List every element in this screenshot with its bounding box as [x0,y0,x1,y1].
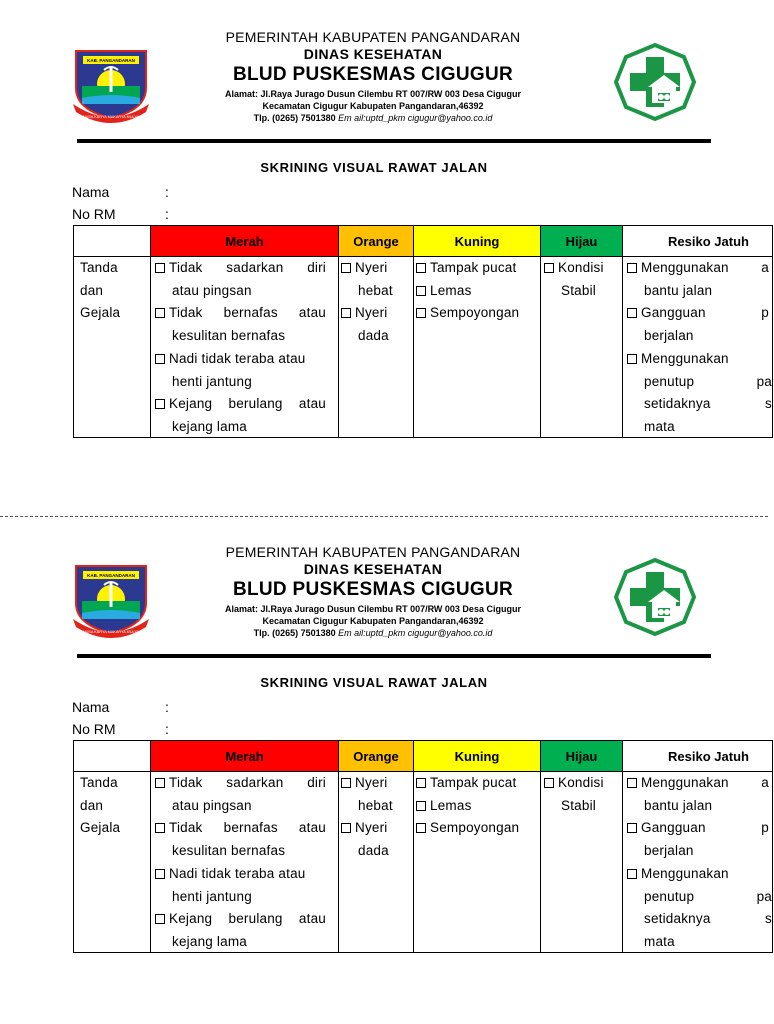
puskesmas-logo [614,43,696,121]
resiko-item-3-cont: penutup pa [644,888,772,904]
merah-item-4-cont: kejang lama [172,418,247,434]
merah-item-3-cont: henti jantung [172,888,252,904]
nama-label: Nama [72,184,110,200]
merah-item-3: Nadi tidak teraba atau [155,863,332,886]
address-block [150,88,596,124]
column-divider [540,741,541,952]
government-name: PEMERINTAH KABUPATEN PANGANDARAN [225,544,521,560]
email-text: Em ail:uptd_pkm cigugur@yahoo.co.id [338,113,493,123]
pangandaran-seal-logo [70,48,152,124]
checkbox[interactable] [416,823,426,833]
resiko-item-3-cont: setidaknya s [644,911,772,927]
address-line-1: Alamat: Jl.Raya Jurago Dusun Cilembu RT 007/RW 003 Desa Cigugur [225,604,521,614]
email-text: Em ail:uptd_pkm cigugur@yahoo.co.id [338,628,493,638]
nama-field [72,184,169,200]
seal-motto-text: NUSA KARYA MAKARYA MULYA [82,630,140,634]
merah-item-3: Nadi tidak teraba atau [155,348,332,371]
checkbox[interactable] [416,308,426,318]
address-block [150,603,596,639]
resiko-item-1-cont: bantu jalan [644,797,713,813]
checkbox[interactable] [627,823,637,833]
checkbox[interactable] [155,869,165,879]
checkbox[interactable] [155,399,165,409]
checkbox[interactable] [627,308,637,318]
clinic-name: BLUD PUSKESMAS CIGUGUR [232,64,513,85]
resiko-item-3-cont: mata [644,933,675,949]
hijau-item-1: Kondisi [544,772,620,795]
column-divider [413,226,414,437]
checkbox[interactable] [341,308,351,318]
column-divider [540,226,541,437]
header-resiko-jatuh: Resiko Jatuh [668,748,749,764]
seal-top-text: KAB. PANGANDARAN [87,573,135,578]
checkbox[interactable] [416,801,426,811]
merah-item-2: Tidak bernafas atau [155,817,332,840]
orange-item-2: Nyeri [341,302,411,325]
row-label-line: Tanda [80,260,118,275]
checkbox[interactable] [155,263,165,273]
merah-item-4-cont: kejang lama [172,933,247,949]
nama-field [72,699,169,715]
row-label-line: dan [80,797,104,813]
merah-item-3-cont: henti jantung [172,373,252,389]
triage-table [73,225,773,438]
merah-column [155,772,332,954]
orange-item-1: Nyeri [341,257,411,280]
merah-item-4: Kejang berulang atau [155,908,332,931]
checkbox[interactable] [627,869,637,879]
header-orange: Orange [339,741,413,771]
resiko-item-1: Menggunakan a [627,257,772,280]
merah-column [155,257,332,439]
kuning-item-1: Tampak pucat [416,772,538,795]
seal-motto-text: NUSA KARYA MAKARYA MULYA [82,115,140,119]
checkbox[interactable] [341,778,351,788]
triage-table [73,740,773,953]
row-label-tanda-dan-gejala [80,772,146,840]
merah-item-1: Tidak sadarkan diri [155,257,332,280]
no-rm-colon: : [165,206,169,222]
header-kuning: Kuning [414,226,540,256]
merah-item-2-cont: kesulitan bernafas [172,843,286,859]
phone-text: Tlp. (0265) 7501380 [253,628,336,638]
merah-item-4: Kejang berulang atau [155,393,332,416]
checkbox[interactable] [627,778,637,788]
header-divider [77,654,711,658]
resiko-item-2-cont: berjalan [644,328,694,344]
orange-item-1-cont: hebat [358,797,393,813]
hijau-item-1: Kondisi [544,257,620,280]
merah-item-2: Tidak bernafas atau [155,302,332,325]
hijau-column [544,257,620,302]
column-divider [413,741,414,952]
no-rm-colon: : [165,721,169,737]
orange-item-1-cont: hebat [358,282,393,298]
orange-item-1: Nyeri [341,772,411,795]
row-label-line: dan [80,282,104,298]
orange-column [341,257,411,348]
checkbox[interactable] [416,778,426,788]
contact-line [150,627,596,639]
column-divider [338,226,339,437]
puskesmas-logo [614,558,696,636]
kuning-column [416,257,538,325]
header-kuning: Kuning [414,741,540,771]
no-rm-field [72,206,169,222]
orange-item-2-cont: dada [358,328,389,344]
checkbox[interactable] [627,263,637,273]
no-rm-label: No RM [72,206,116,222]
resiko-item-3-cont: penutup pa [644,373,772,389]
kuning-item-2: Lemas [416,795,538,818]
row-label-line: Gejala [80,305,121,321]
no-rm-field [72,721,169,737]
checkbox[interactable] [155,354,165,364]
address-line-1: Alamat: Jl.Raya Jurago Dusun Cilembu RT 007/RW 003 Desa Cigugur [225,89,521,99]
resiko-item-3-cont: mata [644,418,675,434]
resiko-item-2-cont: berjalan [644,843,694,859]
contact-line [150,112,596,124]
nama-colon: : [165,699,169,715]
government-name: PEMERINTAH KABUPATEN PANGANDARAN [225,29,521,45]
phone-text: Tlp. (0265) 7501380 [253,113,336,123]
column-divider [338,741,339,952]
orange-item-2: Nyeri [341,817,411,840]
nama-colon: : [165,184,169,200]
checkbox[interactable] [544,778,554,788]
merah-item-1-cont: atau pingsan [172,797,252,813]
kuning-item-2: Lemas [416,280,538,303]
kuning-item-3: Sempoyongan [416,817,538,840]
column-divider [150,741,151,952]
hijau-item-1-cont: Stabil [561,797,596,813]
merah-item-1: Tidak sadarkan diri [155,772,332,795]
resiko-jatuh-column [627,257,772,439]
hijau-item-1-cont: Stabil [561,282,596,298]
row-label-line: Tanda [80,775,118,790]
resiko-item-3-cont: setidaknya s [644,396,772,412]
row-label-tanda-dan-gejala [80,257,146,325]
column-divider [622,741,623,952]
header-merah: Merah [151,741,338,771]
resiko-item-1-cont: bantu jalan [644,282,713,298]
resiko-item-2: Gangguan p [627,817,772,840]
header-resiko-jatuh: Resiko Jatuh [668,233,749,249]
header-hijau: Hijau [541,741,622,771]
merah-item-1-cont: atau pingsan [172,282,252,298]
row-label-line: Gejala [80,820,121,836]
address-line-2: Kecamatan Cigugur Kabupaten Pangandaran,46392 [262,101,484,111]
checkbox[interactable] [341,263,351,273]
checkbox[interactable] [416,263,426,273]
kuning-column [416,772,538,840]
resiko-item-3: Menggunakan [627,348,772,371]
header-divider [77,139,711,143]
checkbox[interactable] [155,308,165,318]
department-name: DINAS KESEHATAN [303,561,443,577]
pangandaran-seal-logo [70,563,152,639]
resiko-item-3: Menggunakan [627,863,772,886]
checkbox[interactable] [341,823,351,833]
checkbox[interactable] [416,286,426,296]
header-orange: Orange [339,226,413,256]
merah-item-2-cont: kesulitan bernafas [172,328,286,344]
resiko-item-2: Gangguan p [627,302,772,325]
kuning-item-3: Sempoyongan [416,302,538,325]
checkbox[interactable] [544,263,554,273]
screening-form-1 [0,0,772,460]
no-rm-label: No RM [72,721,116,737]
header-merah: Merah [151,226,338,256]
column-divider [622,226,623,437]
orange-item-2-cont: dada [358,843,389,859]
checkbox[interactable] [155,823,165,833]
form-title: SKRINING VISUAL RAWAT JALAN [260,675,488,690]
column-divider [150,226,151,437]
resiko-jatuh-column [627,772,772,954]
department-name: DINAS KESEHATAN [303,46,443,62]
resiko-item-1: Menggunakan a [627,772,772,795]
hijau-column [544,772,620,817]
clinic-name: BLUD PUSKESMAS CIGUGUR [232,579,513,600]
checkbox[interactable] [155,914,165,924]
checkbox[interactable] [627,354,637,364]
kuning-item-1: Tampak pucat [416,257,538,280]
checkbox[interactable] [155,778,165,788]
seal-top-text: KAB. PANGANDARAN [87,58,135,63]
nama-label: Nama [72,699,110,715]
header-hijau: Hijau [541,226,622,256]
address-line-2: Kecamatan Cigugur Kabupaten Pangandaran,46392 [262,616,484,626]
form-title: SKRINING VISUAL RAWAT JALAN [260,160,488,175]
orange-column [341,772,411,863]
screening-form-2 [0,515,772,975]
